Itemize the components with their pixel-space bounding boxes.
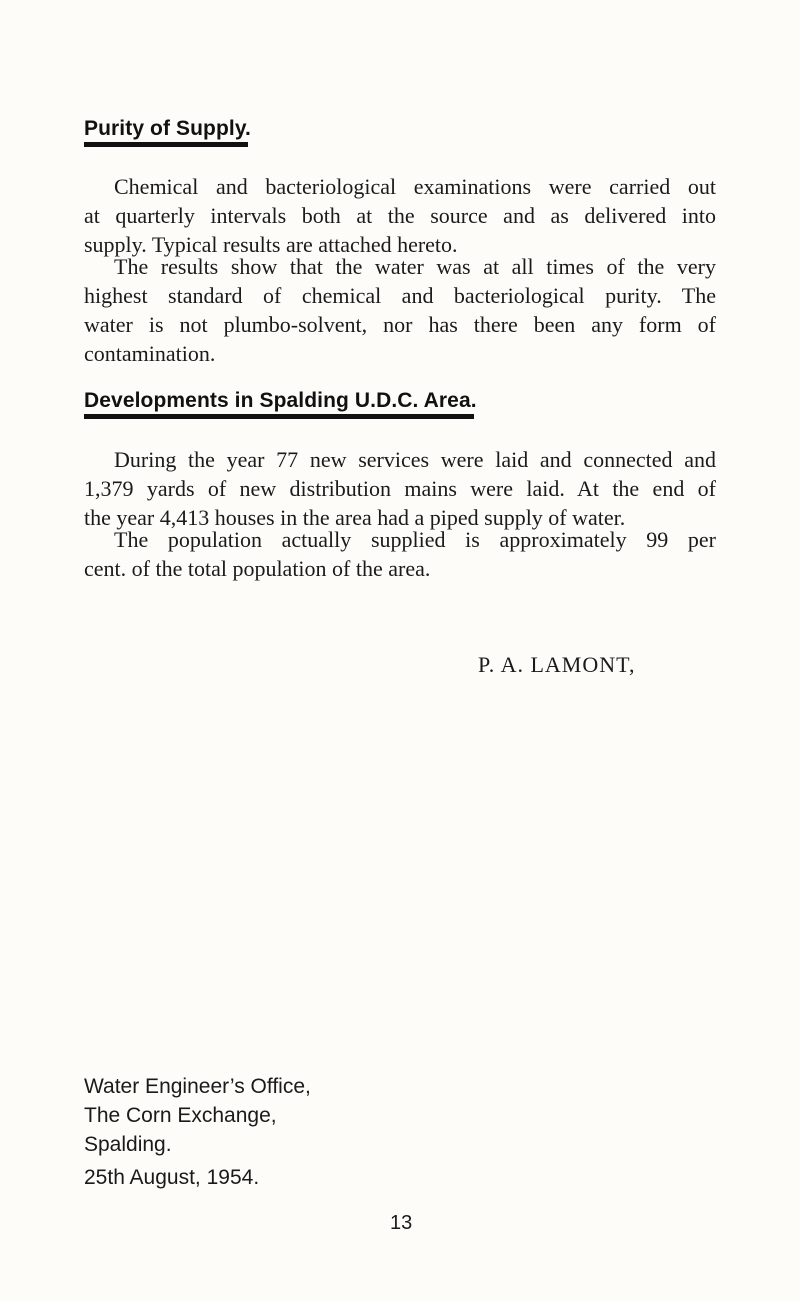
text-line: cent. of the total population of the area. <box>84 556 431 581</box>
page-number: 13 <box>390 1212 413 1234</box>
document-date: 25th August, 1954. <box>84 1166 260 1189</box>
paragraph-developments-1 <box>84 445 716 532</box>
text-line: The results show that the water was at all times of the very <box>114 254 716 279</box>
heading-developments <box>84 389 477 419</box>
heading-text: Purity of Supply. <box>84 117 251 140</box>
text-line: highest standard of chemical and bacteriological purity. The <box>84 283 716 308</box>
signature-name: P. A. LAMONT, <box>478 652 636 677</box>
heading-underline <box>84 142 248 147</box>
paragraph-purity-1 <box>84 172 716 259</box>
heading-underline <box>84 414 474 419</box>
heading-text: Developments in Spalding U.D.C. Area. <box>84 389 477 412</box>
text-line: During the year 77 new services were laid and connected and <box>114 447 716 472</box>
heading-purity-of-supply <box>84 117 251 147</box>
paragraph-purity-2 <box>84 252 716 368</box>
address-line: Spalding. <box>84 1133 172 1156</box>
text-line: supply. Typical results are attached hereto. <box>84 232 458 257</box>
text-line: water is not plumbo-solvent, nor has there been any form of <box>84 312 716 337</box>
address-line: The Corn Exchange, <box>84 1104 277 1127</box>
text-line: contamination. <box>84 341 216 366</box>
address-block <box>84 1072 311 1159</box>
paragraph-developments-2 <box>84 525 716 583</box>
text-line: 1,379 yards of new distribution mains were laid. At the end of <box>84 476 716 501</box>
text-line: at quarterly intervals both at the source and as delivered into <box>84 203 716 228</box>
text-line: the year 4,413 houses in the area had a piped supply of water. <box>84 505 626 530</box>
address-line: Water Engineer’s Office, <box>84 1075 311 1098</box>
text-line: The population actually supplied is approximately 99 per <box>114 527 716 552</box>
text-line: Chemical and bacteriological examinations were carried out <box>114 174 716 199</box>
